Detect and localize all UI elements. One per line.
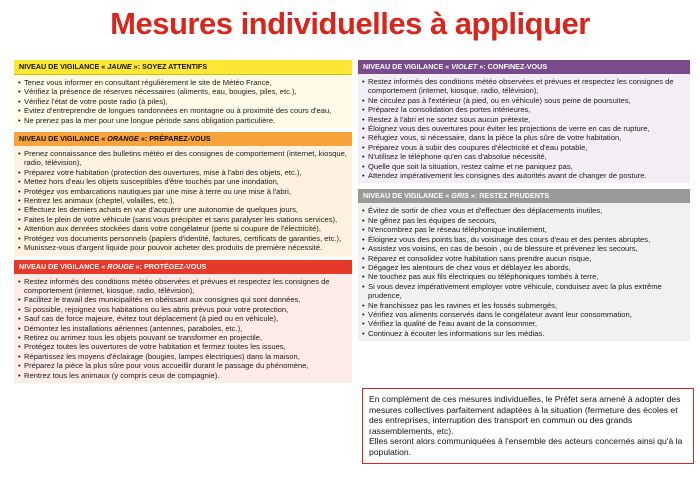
section-orange [14,132,352,255]
measure-item: • N'utilisez le téléphone qu'en cas d'absolue nécessité, [362,152,687,161]
measure-item: • Facilitez le travail des municipalités en obéissant aux consignes qui sont données, [18,295,349,304]
measure-item: • Sauf cas de force majeure, évitez tout déplacement (à pied ou en véhicule), [18,314,349,323]
measure-item: • Ne touchez pas aux fils électriques ou téléphoniques tombés à terre, [362,272,687,281]
header-suffix: »: PROTÉGEZ-VOUS [133,261,207,271]
left-column [14,60,352,383]
level-name: ORANGE [107,134,139,144]
section-header-violet [358,60,690,74]
measure-item: • Retirez ou arrimez tous les objets pouvant se transformer en projectile, [18,333,349,342]
measure-item: • Restez informés des conditions météo observées et prévues et respectez les consignes de comportement (internet, kiosque, radio, télévision), [362,77,687,96]
section-violet [358,60,690,183]
level-name: GRIS [451,191,469,201]
header-prefix: NIVEAU DE VIGILANCE « [363,191,452,201]
header-prefix: NIVEAU DE VIGILANCE « [363,62,452,71]
measure-item: • Protégez toutes les ouvertures de votre habitation et fermez toutes les issues, [18,342,349,351]
measure-item: • Protégez vos documents personnels (papiers d'identité, factures, certificats de garanties, etc.), [18,234,349,243]
measure-item: • Ne prenez pas la mer pour une longue période sans obligation particulière. [18,116,349,125]
header-suffix: »: SOYEZ ATTENTIFS [131,62,208,71]
measure-item: • Rentrez tous les animaux (y compris ceux de compagnie). [18,371,349,380]
measure-item: • Préparez votre habitation (protection des ouvertures, mise à l'abri des objets, etc.), [18,168,349,177]
measure-item: • Restez à l'abri et ne sortez sous aucun prétexte, [362,115,687,124]
measure-item: • Éloignez vous des ouvertures pour éviter les projections de verre en cas de rupture, [362,124,687,133]
measure-item: • Faites le plein de votre véhicule (sans vous précipiter et sans paralyser les stations services), [18,215,349,224]
measure-item: • Quelle que soit la situation, restez calme et ne paniquez pas, [362,162,687,171]
section-jaune [14,60,352,128]
right-column [358,60,690,341]
measure-item: • Réparez et consolidez votre habitation sans prendre aucun risque, [362,254,687,263]
measure-item: • Protégez vos embarcations nautiques par une mise à terre ou une mise à l'abri, [18,187,349,196]
measure-list [358,74,690,183]
measure-item: • Restez informés des conditions météo observées et prévues et respectez les consignes de comportement (internet, kiosque, radio, télévision), [18,277,349,296]
measure-item: • Continuez à écouter les informations sur les médias. [362,329,687,338]
header-prefix: NIVEAU DE VIGILANCE « [19,134,108,144]
measure-item: • Attendez impérativement les consignes des autorités avant de changer de posture. [362,171,687,180]
note-paragraph-1: En complément de ces mesures individuelles, le Préfet sera amené à adopter des mesures collectives parfaitement adaptées à la situation (fermeture des écoles et des entreprises, interruption des transport en commun ou des grands rassemblements, etc). [369,394,681,436]
measure-list [14,75,352,128]
measure-item: • Vérifiez la présence de réserves nécessaires (aliments, eau, bougies, piles, etc.), [18,87,349,96]
header-prefix: NIVEAU DE VIGILANCE « [19,62,108,71]
measure-item: • Démontez les installations aériennes (antennes, paraboles, etc.), [18,324,349,333]
measure-item: • Tenez vous informer en consultant régulièrement le site de Météo France, [18,78,349,87]
header-prefix: NIVEAU DE VIGILANCE « [19,261,108,271]
measure-item: • Préparez vous à subir des coupures d'électricité et d'eau potable, [362,143,687,152]
header-suffix: »: PRÉPAREZ-VOUS [138,134,211,144]
measure-item: • Ne circulez pas à l'extérieur (à pied, ou en véhicule) sous peine de poursuites, [362,96,687,105]
measure-item: • Ne gênez pas les équipes de secours, [362,216,687,225]
page-title: Mesures individuelles à appliquer [110,6,590,41]
header-suffix: »: CONFINEZ-VOUS [477,62,548,71]
section-header-orange [14,132,352,146]
section-gris [358,189,690,341]
header-suffix: »: RESTEZ PRUDENTS [468,191,550,201]
measure-item: • Munissez-vous d'argent liquide pour pouvoir acheter des produits de première nécessité. [18,243,349,252]
section-rouge [14,260,352,383]
measure-item: • Vérifiez l'état de votre poste radio (à piles), [18,97,349,106]
measure-item: • Dégagez les alentours de chez vous et déblayez les abords, [362,263,687,272]
measure-item: • Répartissez les moyens d'éclairage (bougies, lampes électriques) dans la maison, [18,352,349,361]
measure-item: • Ne franchissez pas les ravines et les fossés submergés, [362,301,687,310]
measure-item: • Préparez la pièce la plus sûre pour vous accueillir durant le passage du phénomène, [18,361,349,370]
note-paragraph-2: Elles seront alors communiquées à l'ensemble des acteurs concernés ainsi qu'à la population. [369,436,683,457]
level-name: VIOLET [451,62,478,71]
measure-item: • Rentrez les animaux (cheptel, volailles, etc.), [18,196,349,205]
measure-item: • Attention aux denrées stockées dans votre congélateur (perte si coupure de l'électricité), [18,224,349,233]
measure-item: • Si vous devez impérativement employer votre véhicule, conduisez avec la plus extrême prudence, [362,282,687,301]
prefect-note-box [362,388,694,464]
measure-item: • Éloignez vous des points bas, du voisinage des cours d'eau et des pentes abruptes, [362,235,687,244]
measure-item: • Réfugiez vous, si nécessaire, dans la pièce la plus sûre de votre habitation, [362,133,687,142]
measure-item: • Evitez d'entreprendre de longues randonnées en montagne ou à proximité des cours d'eau, [18,106,349,115]
measure-item: • Prenez connaissance des bulletins météo et des consignes de comportement (internet, kiosque, radio, télévision), [18,149,349,168]
measure-item: • Mettez hors d'eau les objets susceptibles d'être touchés par une inondation, [18,177,349,186]
measure-item: • Vérifiez vos aliments conservés dans le congélateur avant leur consommation, [362,310,687,319]
section-header-rouge [14,260,352,274]
measure-item: • Préparez la consolidation des portes intérieures, [362,105,687,114]
measure-item: • N'encombrez pas le réseau téléphonique inutilement, [362,225,687,234]
level-name: ROUGE [107,261,134,271]
measure-item: • Assistez vos voisins, en cas de besoin , ou de blessure et prévenez les secours, [362,244,687,253]
measure-item: • Évitez de sortir de chez vous et d'effectuer des déplacements inutiles, [362,206,687,215]
section-header-gris [358,189,690,203]
measure-item: • Si possible, rejoignez vos habitations ou les abris prévus pour votre protection, [18,305,349,314]
measure-list [358,203,690,341]
measure-list [14,146,352,255]
level-name: JAUNE [107,62,132,71]
measure-list [14,274,352,383]
section-header-jaune [14,60,352,75]
measure-item: • Vérifiez la qualité de l'eau avant de la consommer, [362,319,687,328]
measure-item: • Effectuez les derniers achats en vue d'acquérir une autonomie de quelques jours, [18,205,349,214]
